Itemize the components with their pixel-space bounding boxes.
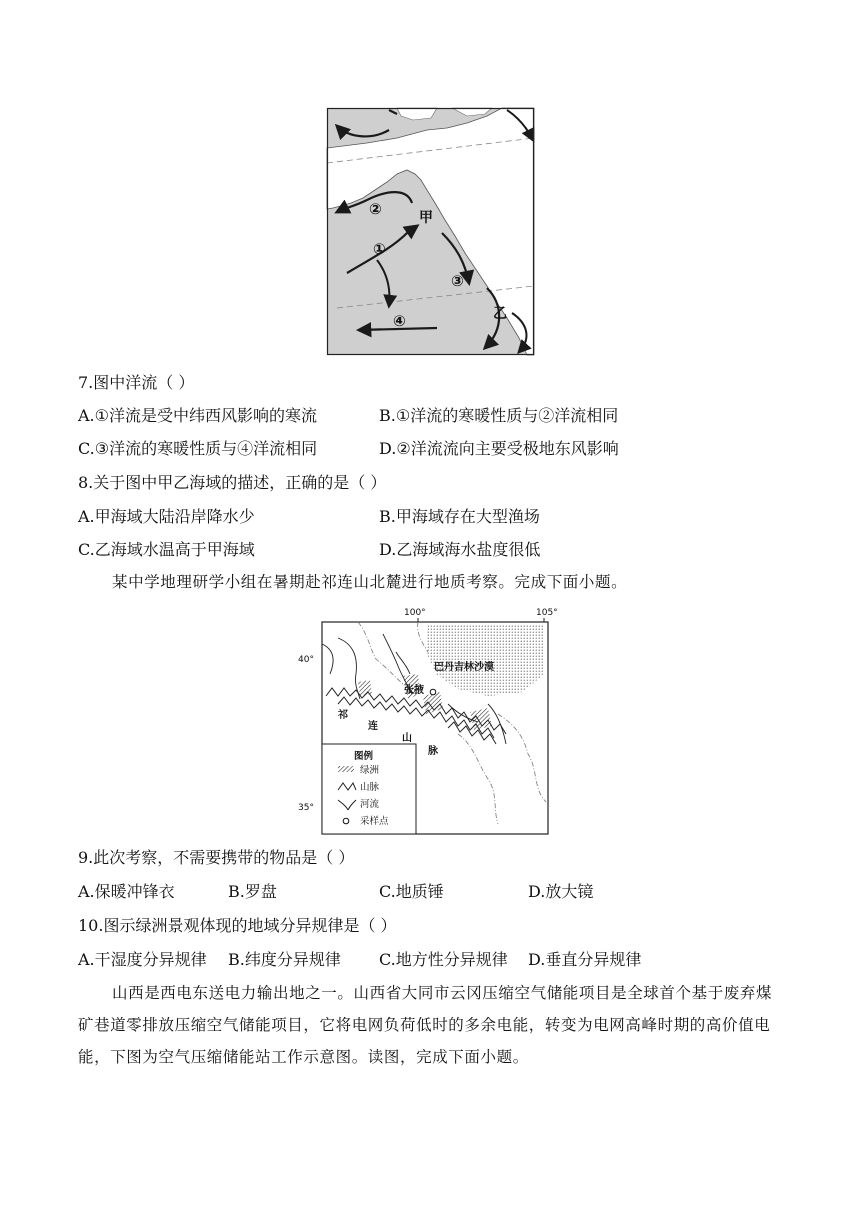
legend-oasis-swatch	[338, 766, 354, 772]
label-jia: 甲	[419, 210, 433, 226]
q10-option-a[interactable]: A.干湿度分异规律	[78, 950, 207, 969]
q8-option-a[interactable]: A.甲海域大陆沿岸降水少	[78, 507, 255, 526]
q8-option-d[interactable]: D.乙海域海水盐度很低	[379, 540, 541, 559]
q9-option-d[interactable]: D.放大镜	[528, 882, 594, 901]
q8-stem: 8.关于图中甲乙海域的描述，正确的是（ ）	[78, 473, 387, 492]
mountain-char-lian: 连	[368, 721, 378, 732]
intro-2-text: 山西是西电东送电力输出地之一。山西省大同市云冈压缩空气储能项目是全球首个基于废弃煤矿巷道零排放压缩空气储能项目，它将电网负荷低时的多余电能，转变为电网高峰时期的高价值电能，下图为空气压缩储能站工作示意图。读图，完成下面小题。	[78, 984, 773, 1066]
lat-40-label: 40°	[298, 655, 314, 665]
legend-sampling-label: 采样点	[360, 816, 389, 827]
q10-option-c[interactable]: C.地方性分异规律	[379, 950, 508, 969]
q7-option-b[interactable]: B.①洋流的寒暖性质与②洋流相同	[379, 406, 619, 425]
qilian-mountains-map	[298, 604, 558, 836]
q9-option-b[interactable]: B.罗盘	[228, 882, 277, 901]
q10-option-b[interactable]: B.纬度分异规律	[228, 950, 341, 969]
city-label: 张掖	[404, 685, 424, 696]
mountain-char-qi: 祁	[338, 710, 348, 721]
label-2: ②	[369, 200, 382, 218]
label-yi: 乙	[493, 306, 507, 322]
desert-label: 巴丹吉林沙漠	[434, 662, 494, 673]
legend-title: 图例	[354, 751, 374, 762]
q9-stem: 9.此次考察，不需要携带的物品是（ ）	[78, 848, 355, 867]
legend-oasis-label: 绿洲	[360, 765, 380, 776]
lon-105-label: 105°	[536, 608, 558, 618]
label-3: ③	[451, 272, 464, 290]
oasis	[358, 680, 372, 696]
sampling-point	[430, 689, 436, 695]
q9-option-c[interactable]: C.地质锤	[379, 882, 444, 901]
intro-1-text: 某中学地理研学小组在暑期赴祁连山北麓进行地质考察。完成下面小题。	[112, 573, 628, 591]
ocean-current-map	[327, 108, 534, 355]
lon-100-label: 100°	[404, 608, 426, 618]
lat-35-label: 35°	[298, 803, 314, 813]
q7-option-c[interactable]: C.③洋流的寒暖性质与④洋流相同	[78, 439, 318, 458]
label-4: ④	[393, 312, 406, 330]
q7-stem: 7.图中洋流（ ）	[78, 373, 195, 392]
legend-river-label: 河流	[360, 799, 380, 810]
q8-option-c[interactable]: C.乙海域水温高于甲海域	[78, 540, 255, 559]
q9-option-a[interactable]: A.保暖冲锋衣	[78, 882, 175, 901]
q7-option-d[interactable]: D.②洋流流向主要受极地东风影响	[379, 439, 619, 458]
mountain-char-shan: 山	[402, 733, 412, 744]
label-1: ①	[373, 240, 386, 258]
mountain-char-mai: 脉	[428, 746, 438, 757]
q10-stem: 10.图示绿洲景观体现的地域分异规律是（ ）	[78, 916, 397, 935]
intro-paragraph-2	[78, 977, 784, 1073]
q8-option-b[interactable]: B.甲海域存在大型渔场	[379, 507, 540, 526]
intro-paragraph-1	[78, 566, 784, 598]
q10-option-d[interactable]: D.垂直分异规律	[528, 950, 642, 969]
legend-mountain-label: 山脉	[360, 782, 380, 793]
legend-sampling-symbol	[343, 818, 349, 824]
q7-option-a[interactable]: A.①洋流是受中纬西风影响的寒流	[78, 406, 317, 425]
